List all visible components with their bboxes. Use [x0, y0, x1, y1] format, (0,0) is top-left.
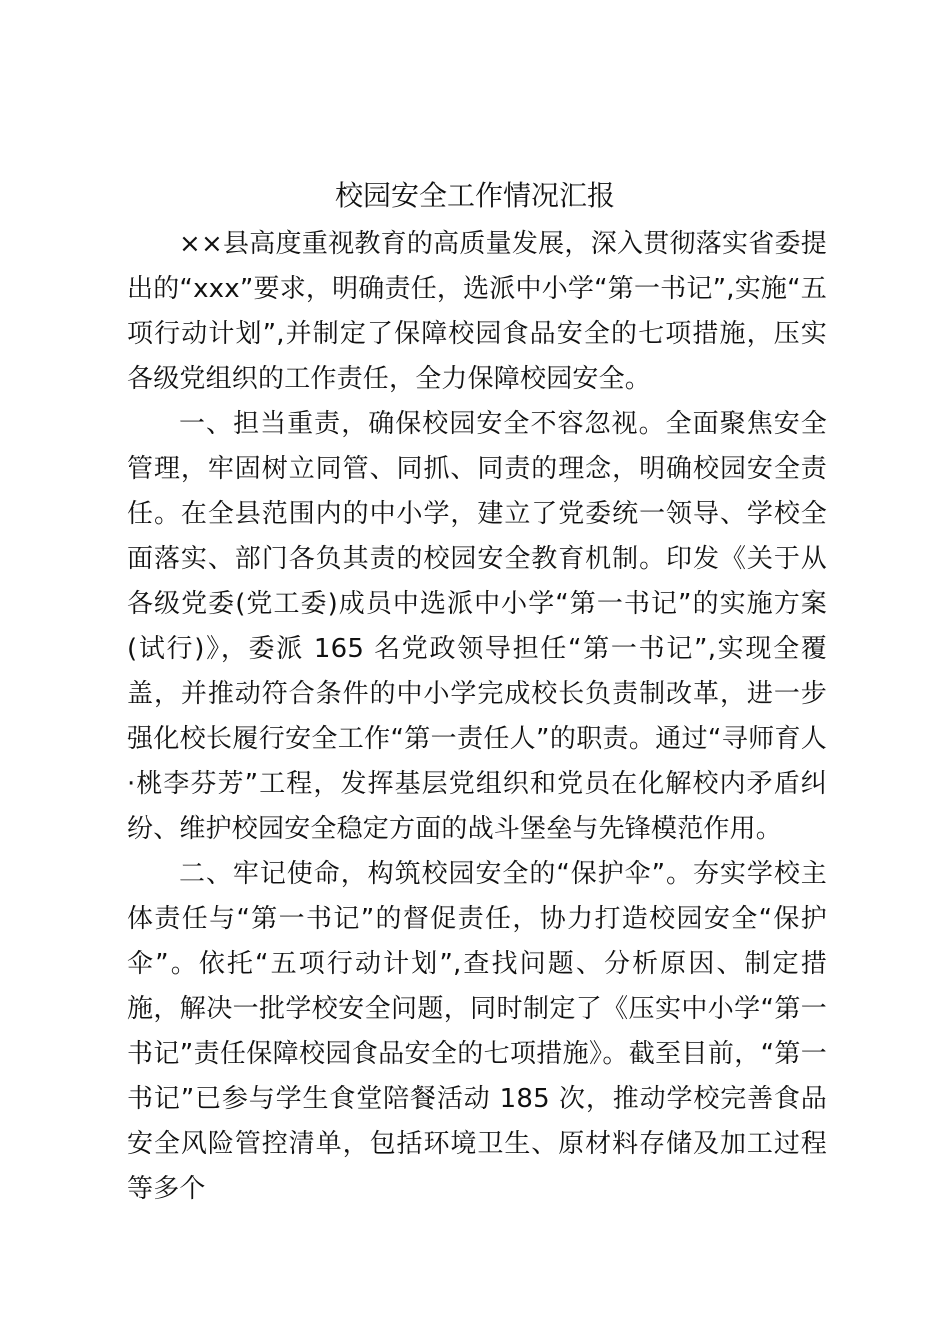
document-body [127, 222, 827, 1212]
document-title: 校园安全工作情况汇报 [334, 179, 615, 212]
paragraph-intro: ××县高度重视教育的高质量发展，深入贯彻落实省委提出的“xxx”要求，明确责任，选派中小学“第一书记”,实施“五项行动计划”,并制定了保障校园食品安全的七项措施，压实各级党组织的工作责任，全力保障校园安全。 [127, 229, 827, 394]
paragraph-section-two: 二、牢记使命，构筑校园安全的“保护伞”。夯实学校主体责任与“第一书记”的督促责任，协力打造校园安全“保护伞”。依托“五项行动计划”,查找问题、分析原因、制定措施，解决一批学校安全问题，同时制定了《压实中小学“第一书记”责任保障校园食品安全的七项措施》。截至目前，“第一书记”已参与学生食堂陪餐活动 185 次，推动学校完善食品安全风险管控清单，包括环境卫生、原材料存储及加工过程等多个 [127, 859, 827, 1204]
paragraph-section-one: 一、担当重责，确保校园安全不容忽视。全面聚焦安全管理，牢固树立同管、同抓、同责的理念，明确校园安全责任。在全县范围内的中小学，建立了党委统一领导、学校全面落实、部门各负其责的校园安全教育机制。印发《关于从各级党委(党工委)成员中选派中小学“第一书记”的实施方案(试行)》，委派 165 名党政领导担任“第一书记”,实现全覆盖，并推动符合条件的中小学完成校长负责制改革，进一步强化校长履行安全工作“第一责任人”的职责。通过“寻师育人·桃李芬芳”工程，发挥基层党组织和党员在化解校内矛盾纠纷、维护校园安全稳定方面的战斗堡垒与先锋模范作用。 [127, 409, 827, 844]
